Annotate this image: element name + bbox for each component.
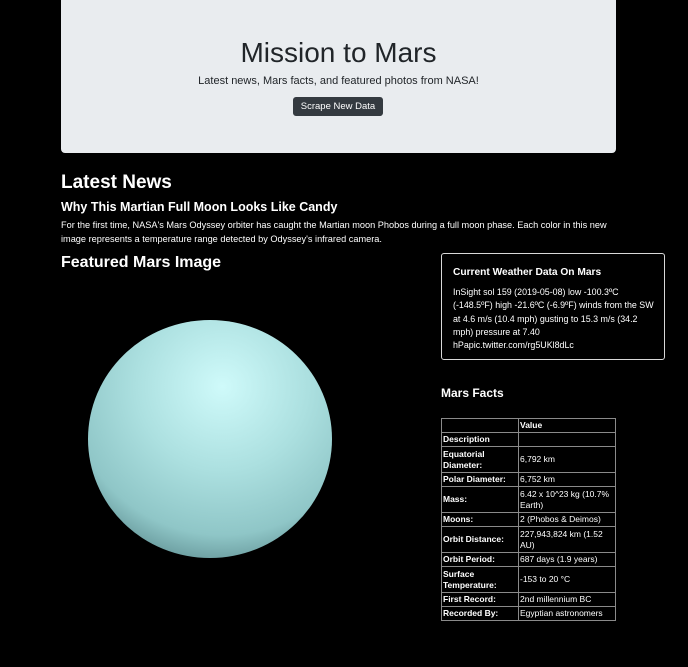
- planet-sphere: [88, 320, 332, 558]
- featured-image-heading: Featured Mars Image: [61, 254, 222, 271]
- weather-card: [441, 253, 665, 360]
- fact-label: First Record:: [442, 593, 519, 607]
- news-paragraph: For the first time, NASA's Mars Odyssey orbiter has caught the Martian moon Phobos during a full moon phase. Each color in this new image represents a temperature range detected by Odyssey's infrared camera.: [61, 220, 607, 244]
- fact-value: 6.42 x 10^23 kg (10.7% Earth): [519, 487, 616, 513]
- table-row: [442, 487, 616, 513]
- table-header-description: Description: [442, 433, 519, 447]
- latest-news-heading: Latest News: [61, 172, 172, 193]
- table-row: [442, 473, 616, 487]
- mars-facts-heading: Mars Facts: [441, 386, 504, 400]
- fact-label: Orbit Period:: [442, 553, 519, 567]
- fact-value: 6,792 km: [519, 447, 616, 473]
- fact-label: Mass:: [442, 487, 519, 513]
- table-header-blank: [519, 433, 616, 447]
- fact-label: Orbit Distance:: [442, 527, 519, 553]
- table-row: [442, 593, 616, 607]
- fact-label: Surface Temperature:: [442, 567, 519, 593]
- page-lead: Latest news, Mars facts, and featured photos from NASA!: [198, 75, 479, 87]
- table-description-row: [442, 433, 616, 447]
- fact-label: Moons:: [442, 513, 519, 527]
- weather-heading: Current Weather Data On Mars: [453, 267, 602, 278]
- weather-text: InSight sol 159 (2019-05-08) low -100.3ºC (-148.5ºF) high -21.6ºC (-6.9ºF) winds from the SW at 4.6 m/s (10.4 mph) gusting to 15.3 m/s (34.2 mph) pressure at 7.40 hPapic.twitter.com/rg5UKl8dLc: [453, 287, 654, 351]
- featured-mars-image: [87, 319, 333, 559]
- table-row: [442, 527, 616, 553]
- table-header-row: [442, 419, 616, 433]
- mars-facts-table: [441, 418, 616, 621]
- fact-label: Polar Diameter:: [442, 473, 519, 487]
- page-title: Mission to Mars: [240, 37, 437, 68]
- scrape-new-data-button[interactable]: Scrape New Data: [293, 97, 383, 116]
- table-row: [442, 567, 616, 593]
- table-row: [442, 513, 616, 527]
- fact-value: 6,752 km: [519, 473, 616, 487]
- fact-label: Equatorial Diameter:: [442, 447, 519, 473]
- facts-table-body: [442, 447, 616, 621]
- table-header-value: Value: [519, 419, 616, 433]
- fact-value: -153 to 20 °C: [519, 567, 616, 593]
- fact-value: 687 days (1.9 years): [519, 553, 616, 567]
- fact-value: Egyptian astronomers: [519, 607, 616, 621]
- fact-value: 227,943,824 km (1.52 AU): [519, 527, 616, 553]
- table-row: [442, 553, 616, 567]
- fact-label: Recorded By:: [442, 607, 519, 621]
- table-header-empty: [442, 419, 519, 433]
- table-row: [442, 447, 616, 473]
- fact-value: 2nd millennium BC: [519, 593, 616, 607]
- news-title: Why This Martian Full Moon Looks Like Candy: [61, 200, 338, 214]
- jumbotron: [61, 0, 616, 153]
- table-row: [442, 607, 616, 621]
- fact-value: 2 (Phobos & Deimos): [519, 513, 616, 527]
